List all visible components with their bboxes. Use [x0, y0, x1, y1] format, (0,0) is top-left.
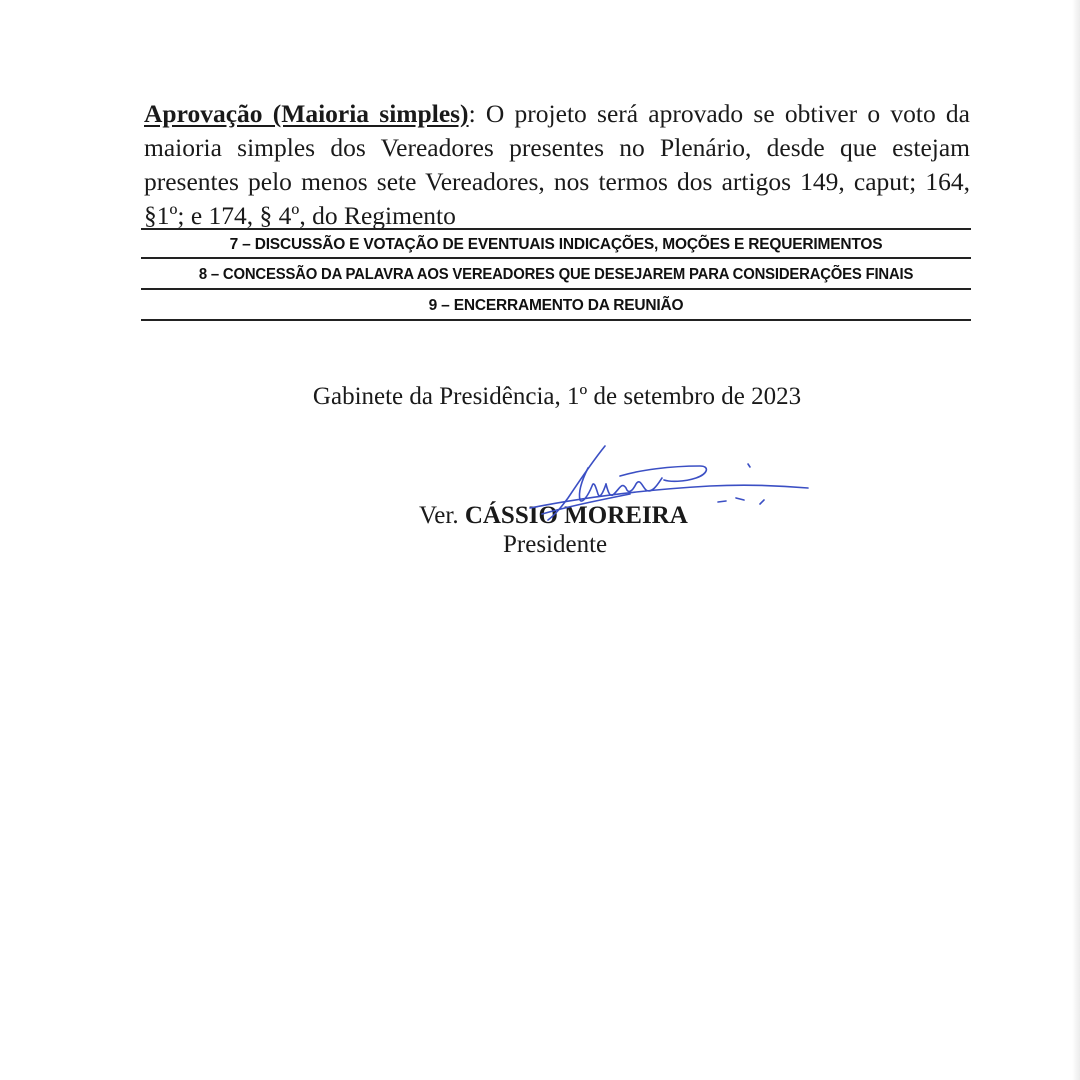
signer-name: CÁSSIO MOREIRA	[464, 502, 688, 529]
agenda-item-8	[141, 259, 971, 288]
agenda-list	[141, 228, 971, 321]
approval-separator: :	[468, 99, 476, 128]
approval-paragraph	[144, 97, 970, 233]
agenda-item-8-label: 8 – CONCESSÃO DA PALAVRA AOS VEREADORES QUE DESEJAREM PARA CONSIDERAÇÕES FINAIS	[198, 266, 914, 283]
signature-strokes	[530, 446, 808, 520]
approval-text: O projeto será aprovado se obtiver o voto da maioria simples dos Vereadores presentes no Plenário, desde que estejam presentes pelo menos sete Vereadores, nos termos dos artigos 149, caput; 164, §1º; e 174, § 4º, do Regimento	[144, 99, 971, 230]
handwritten-signature	[470, 444, 820, 529]
dateline: Gabinete da Presidência, 1º de setembro de 2023	[312, 383, 802, 410]
approval-heading: Aprovação (Maioria simples)	[144, 99, 469, 128]
agenda-item-9	[141, 290, 971, 319]
page-edge-shadow	[1072, 0, 1080, 1080]
signer-role: Presidente	[503, 531, 608, 558]
agenda-item-7-label: 7 – DISCUSSÃO E VOTAÇÃO DE EVENTUAIS INDICAÇÕES, MOÇÕES E REQUERIMENTOS	[229, 236, 883, 253]
signer-prefix: Ver.	[419, 502, 459, 529]
agenda-item-9-label: 9 – ENCERRAMENTO DA REUNIÃO	[428, 297, 684, 314]
agenda-item-7	[141, 230, 971, 257]
